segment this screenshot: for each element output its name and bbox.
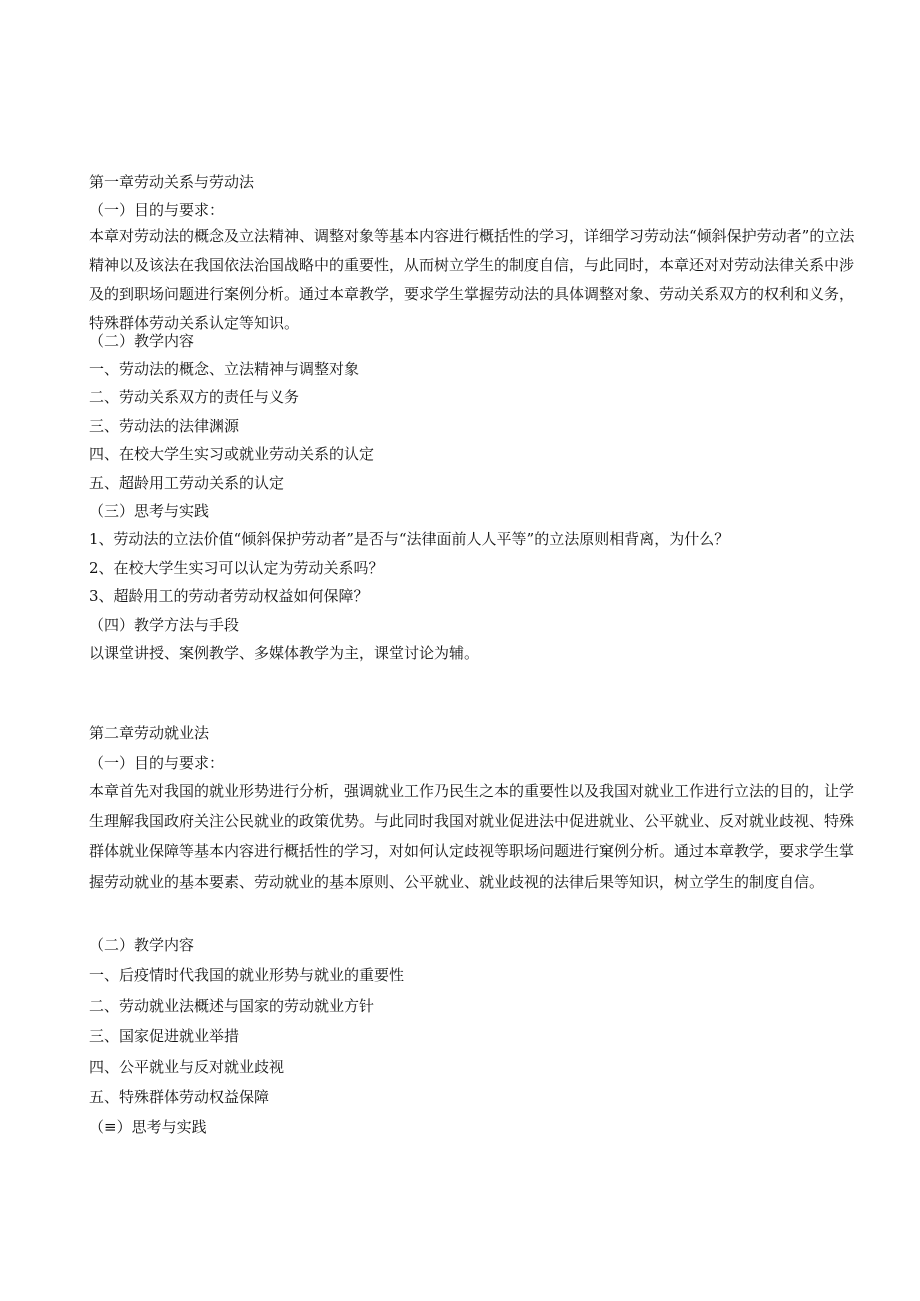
- chapter1-content-item: 一、劳动法的概念、立法精神与调整对象: [89, 360, 360, 378]
- chapter1-content-item: 五、超龄用工劳动关系的认定: [89, 474, 285, 492]
- chapter1-content-item: 二、劳动关系双方的责任与义务: [89, 388, 300, 406]
- chapter2-goals-section: [89, 776, 864, 897]
- chapter2-content-item: 四、公平就业与反对就业歧视: [89, 1058, 285, 1076]
- chapter2-goals-heading: （一）目的与要求：: [89, 754, 225, 772]
- chapter2-goals-paragraph: 本章首先对我国的就业形势进行分析，强调就业工作乃民生之本的重要性以及我国对就业工作进行立法的目的，让学生理解我国政府关注公民就业的政策优势。与此同时我国对就业促进法中促进就业、公平就业、反对就业歧视、特殊群体就业保障等基本内容进行概括性的学习，对如何认定歧视等职场问题进行窠例分析。通过本章教学，要求学生掌握劳动就业的基本要素、劳动就业的基本原则、公平就业、就业歧视的法律后果等知识，树立学生的制度自信。: [89, 782, 855, 891]
- chapter1-goals-heading: （一）目的与要求：: [89, 201, 225, 219]
- chapter1-practice-item: 2、在校大学生实习可以认定为劳动关系吗？: [89, 559, 384, 577]
- chapter2-content-item: 二、劳动就业法概述与国家的劳动就业方针: [89, 997, 375, 1015]
- chapter1-practice-item: 1、劳动法的立法价值“倾斜保护劳动者”是否与“法律面前人人平等”的立法原则相背离，为什么？: [89, 530, 730, 548]
- chapter2-content-item: 一、后疫情时代我国的就业形势与就业的重要性: [89, 966, 405, 984]
- chapter1-methods-text: 以课堂讲授、案例教学、多媒体教学为主，课堂讨论为辅。: [89, 644, 480, 662]
- chapter2-content-item: 五、特殊群体劳动权益保障: [89, 1088, 270, 1106]
- chapter1-goals-paragraph: 本章对劳动法的概念及立法精神、调整对象等基本内容进行概括性的学习，详细学习劳动法“倾斜保护劳动者”的立法精神以及该法在我国依法治国战略中的重要性，从而树立学生的制度自信，与此同时，本章还对对劳动法律关系中涉及的到职场问题进行案例分析。通过本章教学，要求学生掌握劳动法的具体调整对象、劳动关系双方的权利和义务，特殊群体劳动关系认定等知识。: [89, 227, 855, 332]
- chapter1-methods-heading: （四）教学方法与手段: [89, 616, 240, 634]
- chapter1-goals-section: [89, 222, 864, 338]
- chapter1-content-item: 三、劳动法的法律渊源: [89, 417, 240, 435]
- chapter1-title: 第一章劳动关系与劳动法: [89, 173, 255, 191]
- chapter1-content-item: 四、在校大学生实习或就业劳动关系的认定: [89, 445, 375, 463]
- chapter2-practice-heading: （≡）思考与实践: [89, 1118, 207, 1136]
- chapter2-title: 第二章劳动就业法: [89, 724, 210, 742]
- chapter1-practice-heading: （三）思考与实践: [89, 502, 210, 520]
- chapter2-content-item: 三、国家促进就业举措: [89, 1027, 240, 1045]
- chapter1-practice-item: 3、超龄用工的劳动者劳动权益如何保障？: [89, 587, 369, 605]
- chapter2-content-heading: （二）教学内容: [89, 936, 195, 954]
- chapter1-content-heading: （二）教学内容: [89, 332, 195, 350]
